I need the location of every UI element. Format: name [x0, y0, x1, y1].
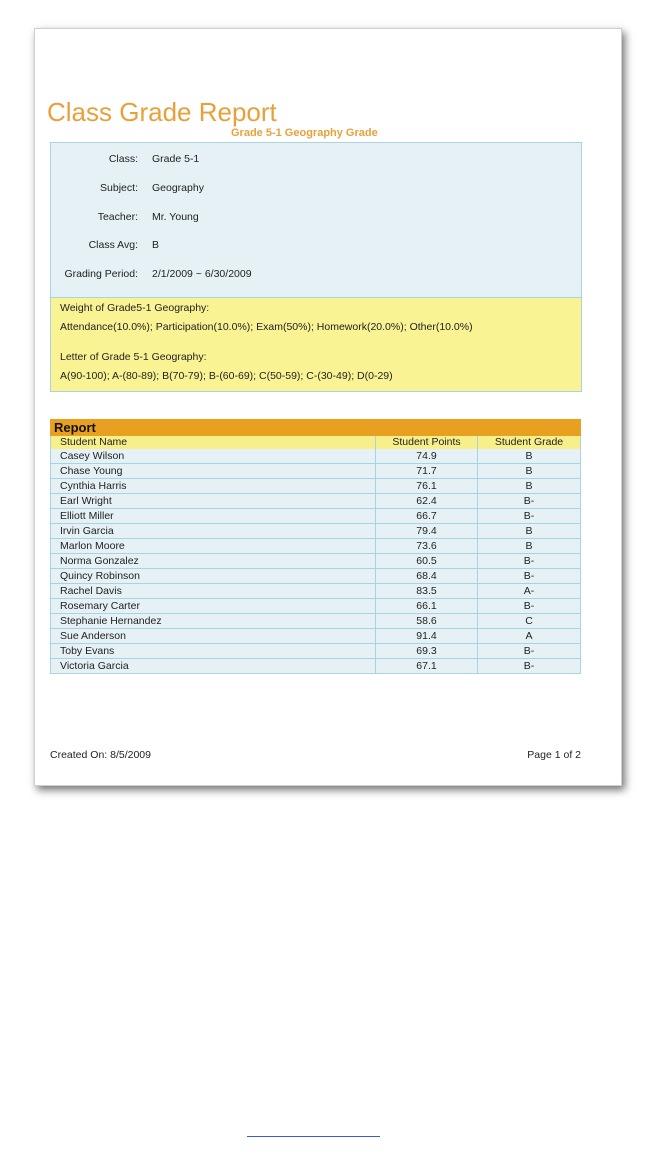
student-points-cell: 83.5 — [376, 584, 478, 599]
report-section — [50, 419, 581, 674]
student-grade-cell: B — [478, 449, 581, 464]
student-points-cell: 68.4 — [376, 569, 478, 584]
student-grade-cell: B- — [478, 644, 581, 659]
table-row — [51, 584, 581, 599]
table-header-row — [51, 436, 581, 449]
table-row — [51, 599, 581, 614]
student-grade-cell: B — [478, 479, 581, 494]
student-points-cell: 67.1 — [376, 659, 478, 674]
info-label: Grading Period: — [64, 268, 138, 280]
report-section-title: Report — [50, 419, 581, 436]
report-page — [34, 28, 622, 786]
table-row — [51, 644, 581, 659]
info-label: Class: — [108, 153, 138, 165]
table-row — [51, 659, 581, 674]
student-points-cell: 69.3 — [376, 644, 478, 659]
student-grade-cell: B- — [478, 509, 581, 524]
student-grade-cell: B- — [478, 569, 581, 584]
student-name-cell: Victoria Garcia — [51, 659, 376, 674]
student-name-cell: Rosemary Carter — [51, 599, 376, 614]
info-label: Class Avg: — [88, 239, 138, 251]
column-header-grade: Student Grade — [478, 436, 581, 449]
report-subtitle: Grade 5-1 Geography Grade — [231, 127, 378, 139]
info-value: Geography — [152, 182, 204, 194]
student-points-cell: 71.7 — [376, 464, 478, 479]
student-name-cell: Toby Evans — [51, 644, 376, 659]
student-grade-cell: B- — [478, 599, 581, 614]
letter-heading: Letter of Grade 5-1 Geography: — [60, 351, 207, 363]
student-grade-cell: C — [478, 614, 581, 629]
student-name-cell: Sue Anderson — [51, 629, 376, 644]
class-info-panel — [50, 142, 582, 392]
student-points-cell: 79.4 — [376, 524, 478, 539]
table-row — [51, 449, 581, 464]
student-points-cell: 91.4 — [376, 629, 478, 644]
info-value: B — [152, 239, 160, 251]
table-row — [51, 554, 581, 569]
student-name-cell: Chase Young — [51, 464, 376, 479]
student-name-cell: Norma Gonzalez — [51, 554, 376, 569]
info-label: Teacher: — [97, 211, 138, 223]
table-row — [51, 479, 581, 494]
student-points-cell: 58.6 — [376, 614, 478, 629]
column-header-name: Student Name — [51, 436, 376, 449]
student-grade-cell: B- — [478, 494, 581, 509]
table-row — [51, 629, 581, 644]
page-number: Page 1 of 2 — [527, 749, 581, 761]
table-row — [51, 494, 581, 509]
table-row — [51, 464, 581, 479]
table-row — [51, 614, 581, 629]
created-on: Created On: 8/5/2009 — [50, 749, 151, 761]
table-row — [51, 509, 581, 524]
student-grade-cell: B — [478, 524, 581, 539]
student-grade-cell: B — [478, 464, 581, 479]
student-grade-cell: B — [478, 539, 581, 554]
weight-text: Attendance(10.0%); Participation(10.0%); Exam(50%); Homework(20.0%); Other(10.0%) — [60, 321, 473, 333]
student-name-cell: Quincy Robinson — [51, 569, 376, 584]
info-value: Grade 5-1 — [152, 153, 200, 165]
student-name-cell: Stephanie Hernandez — [51, 614, 376, 629]
table-row — [51, 524, 581, 539]
student-points-cell: 74.9 — [376, 449, 478, 464]
student-grade-cell: A- — [478, 584, 581, 599]
student-name-cell: Casey Wilson — [51, 449, 376, 464]
student-grade-cell: B- — [478, 659, 581, 674]
student-grade-cell: B- — [478, 554, 581, 569]
student-points-cell: 73.6 — [376, 539, 478, 554]
student-name-cell: Irvin Garcia — [51, 524, 376, 539]
grade-weights-panel — [51, 297, 581, 391]
student-points-cell: 66.1 — [376, 599, 478, 614]
student-points-cell: 62.4 — [376, 494, 478, 509]
student-name-cell: Marlon Moore — [51, 539, 376, 554]
info-label: Subject: — [100, 182, 138, 194]
student-name-cell: Cynthia Harris — [51, 479, 376, 494]
weight-heading: Weight of Grade5-1 Geography: — [60, 302, 210, 314]
student-points-cell: 66.7 — [376, 509, 478, 524]
info-value: 2/1/2009 ~ 6/30/2009 — [152, 268, 252, 280]
column-header-points: Student Points — [376, 436, 478, 449]
table-row — [51, 539, 581, 554]
grades-table — [50, 436, 581, 674]
letter-text: A(90-100); A-(80-89); B(70-79); B-(60-69); C(50-59); C-(30-49); D(0-29) — [60, 370, 393, 382]
divider-line — [247, 1136, 380, 1137]
student-name-cell: Elliott Miller — [51, 509, 376, 524]
student-name-cell: Rachel Davis — [51, 584, 376, 599]
info-value: Mr. Young — [152, 211, 199, 223]
student-grade-cell: A — [478, 629, 581, 644]
student-name-cell: Earl Wright — [51, 494, 376, 509]
student-points-cell: 76.1 — [376, 479, 478, 494]
report-title: Class Grade Report — [47, 97, 277, 127]
student-points-cell: 60.5 — [376, 554, 478, 569]
table-row — [51, 569, 581, 584]
